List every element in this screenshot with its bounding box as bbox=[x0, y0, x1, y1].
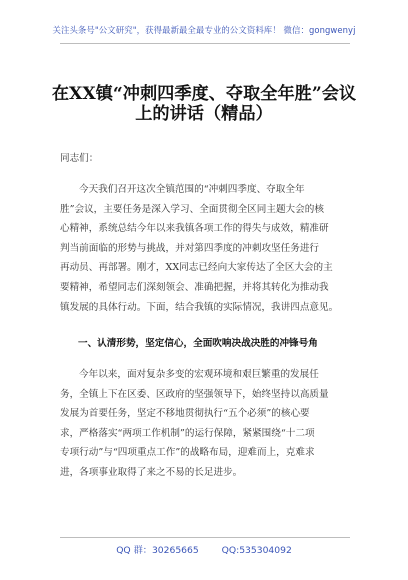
title-line-2: 上的讲话（精品） bbox=[135, 104, 273, 124]
document-title bbox=[36, 84, 372, 124]
paragraph-1-line: 再动员、再部署。刚才，XX同志已经向大家传达了全区大会的主 bbox=[60, 262, 333, 274]
paragraph-2-line: 发展为首要任务，坚定不移地贯彻执行“五个必须”的核心要 bbox=[60, 408, 310, 420]
paragraph-2-line: 专项行动”与“四项重点工作”的战略布局，迎难而上，克难求 bbox=[60, 447, 315, 459]
salutation: 同志们： bbox=[60, 153, 99, 164]
section-heading: 一、认清形势，坚定信心，全面吹响决战决胜的冲锋号角 bbox=[78, 338, 318, 349]
paragraph-2-line: 今年以来，面对复杂多变的宏观环境和艰巨繁重的发展任 bbox=[79, 369, 319, 380]
title-line-1: 在XX镇“冲刺四季度、夺取全年胜”会议 bbox=[51, 84, 357, 104]
paragraph-1-line: 胜”会议，主要任务是深入学习、全面贯彻全区同主题大会的核 bbox=[60, 203, 324, 215]
paragraph-1-line: 要精神，希望同志们深刻领会、准确把握，并将其转化为推动我 bbox=[60, 281, 329, 293]
paragraph-2-line: 务，全镇上下在区委、区政府的坚强领导下，始终坚持以高质量 bbox=[60, 388, 329, 400]
qq-number: QQ:535304092 bbox=[221, 545, 292, 556]
contact-footer bbox=[0, 542, 408, 556]
paragraph-2 bbox=[60, 365, 350, 483]
qq-group: QQ 群：30265665 bbox=[116, 545, 199, 556]
footer-divider bbox=[60, 537, 350, 538]
paragraph-1 bbox=[60, 180, 350, 317]
paragraph-1-line: 心精神，系统总结今年以来我镇各项工作的得失与成效，精准研 bbox=[60, 223, 329, 235]
header-divider bbox=[60, 43, 350, 44]
paragraph-1-line: 镇发展的具体行动。下面，结合我镇的实际情况，我讲四点意见。 bbox=[60, 301, 339, 313]
promo-header: 关注头条号"公文研究"，获得最新最全最专业的公文资料库！ 微信：gongwenyj bbox=[52, 25, 356, 35]
paragraph-2-line: 求，严格落实“两项工作机制”的运行保障，紧紧围绕“十二项 bbox=[60, 427, 315, 439]
paragraph-2-line: 进，各项事业取得了来之不易的长足进步。 bbox=[60, 466, 243, 478]
paragraph-1-line: 判当前面临的形势与挑战，并对第四季度的冲刺攻坚任务进行 bbox=[60, 242, 320, 254]
paragraph-1-line: 今天我们召开这次全镇范围的“冲刺四季度、夺取全年 bbox=[79, 184, 305, 195]
